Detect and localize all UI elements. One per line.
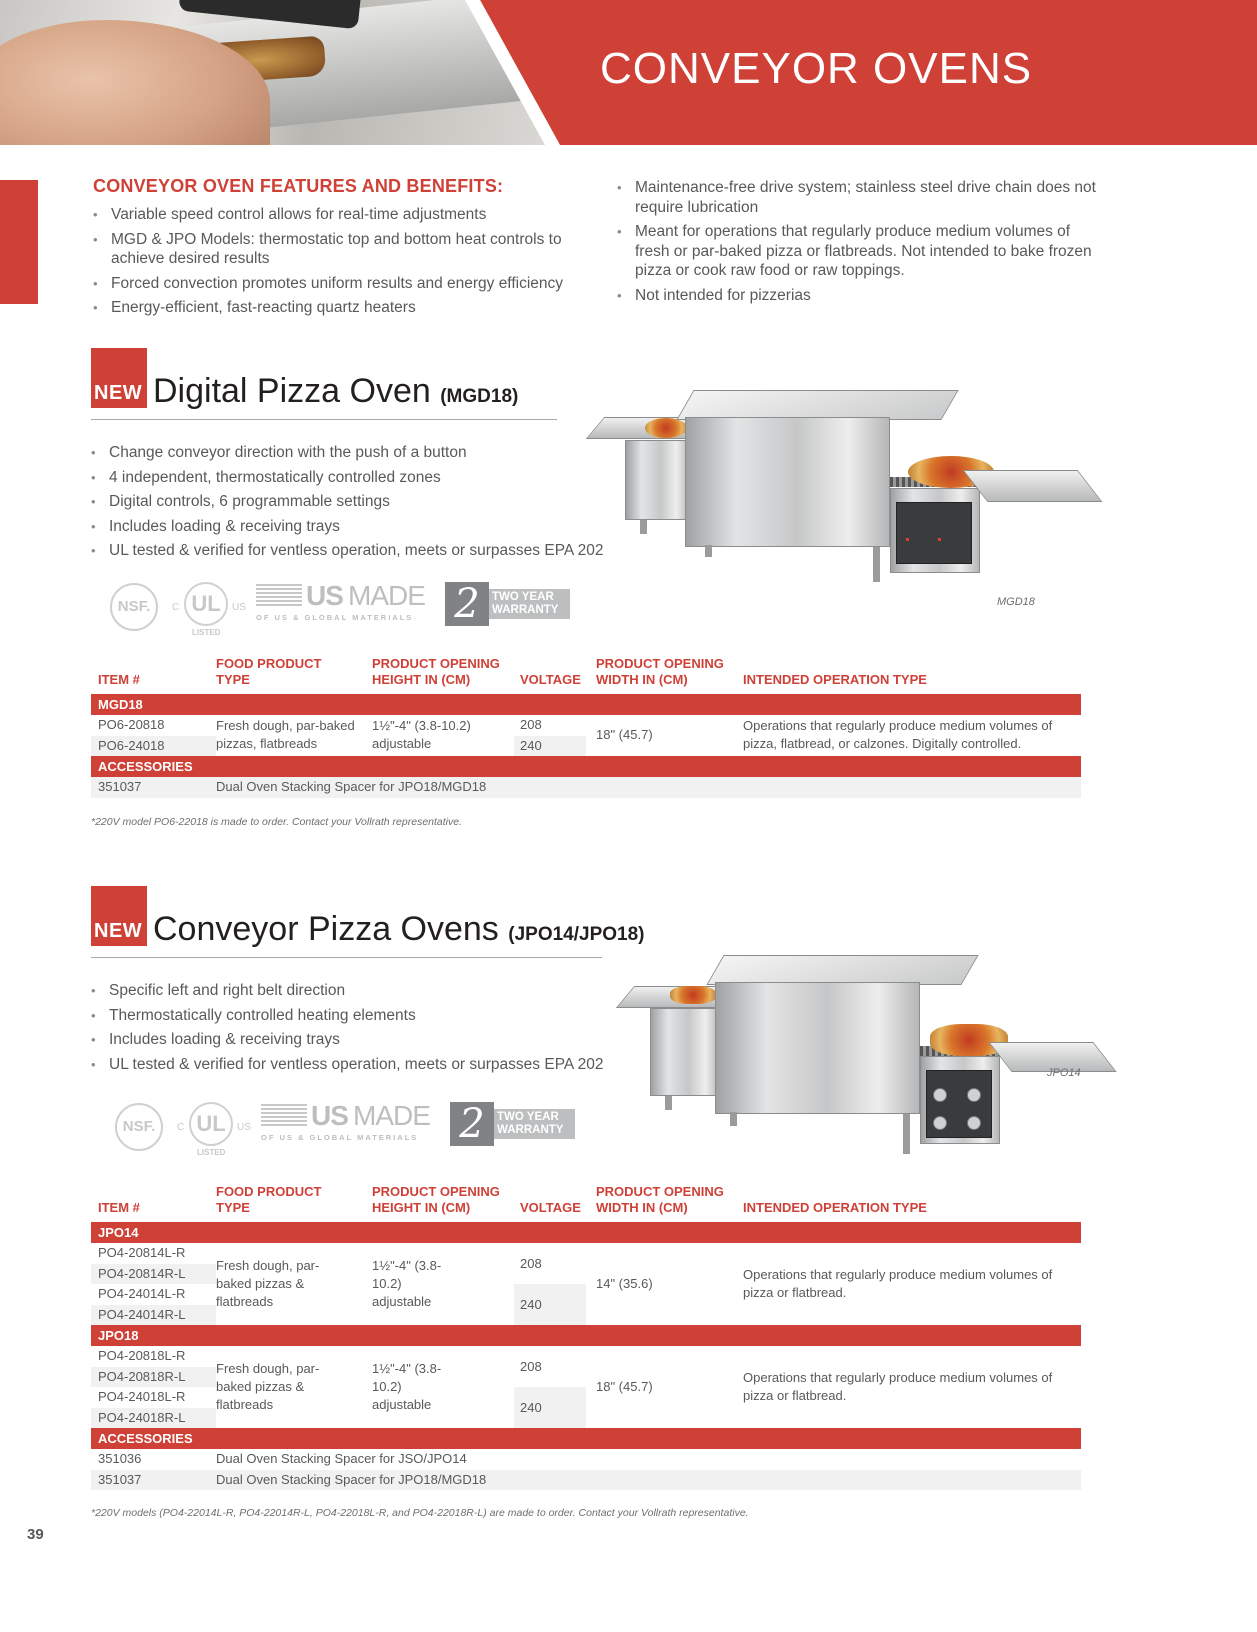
oven-body bbox=[685, 417, 890, 547]
table-row: PO4-24014L-R bbox=[98, 1286, 186, 1301]
height-cell: 1½"-4" (3.8-10.2) adjustable bbox=[372, 1361, 442, 1412]
col-operation: INTENDED OPERATION TYPE bbox=[743, 1200, 927, 1215]
accessory-item: 351037 bbox=[98, 1471, 142, 1487]
new-badge bbox=[91, 348, 147, 408]
feature-item: • Thermostatically controlled heating elements bbox=[91, 1006, 631, 1026]
col-voltage: VOLTAGE bbox=[520, 672, 581, 687]
ul-listed-label: LISTED bbox=[192, 628, 221, 637]
jpo-spec-table bbox=[91, 1180, 1081, 1490]
led-display bbox=[938, 538, 941, 541]
leg bbox=[873, 547, 880, 582]
accessory-item: 351037 bbox=[98, 779, 142, 794]
food-cell: Fresh dough, par-baked pizzas & flatbreads bbox=[216, 1258, 320, 1309]
ul-c-label: C bbox=[177, 1122, 185, 1133]
title-rule bbox=[91, 957, 602, 958]
new-label: NEW bbox=[94, 920, 143, 942]
us-made-made: MADE bbox=[353, 1100, 430, 1131]
operation-cell: Operations that regularly produce medium volumes of pizza or flatbread. bbox=[743, 1267, 1053, 1300]
us-made-logo bbox=[261, 1100, 430, 1144]
feature-item: • UL tested & verified for ventless operation, meets or surpasses EPA 202 bbox=[91, 1055, 631, 1075]
ul-listed-logo bbox=[177, 1098, 251, 1160]
group-header: MGD18 bbox=[91, 694, 1081, 715]
certification-badges bbox=[115, 1098, 585, 1158]
operation-cell: Operations that regularly produce medium volumes of pizza or flatbread. bbox=[743, 1370, 1053, 1403]
warranty-number: 2 bbox=[445, 582, 489, 626]
accessory-row bbox=[91, 777, 1081, 798]
col-operation: INTENDED OPERATION TYPE bbox=[743, 672, 927, 687]
feature-item: • 4 independent, thermostatically controlled zones bbox=[91, 468, 631, 488]
ul-listed-label: LISTED bbox=[197, 1148, 226, 1157]
ul-listed-logo bbox=[172, 578, 246, 640]
col-food: FOOD PRODUCT TYPE bbox=[216, 656, 322, 687]
nsf-logo: NSF. bbox=[110, 583, 158, 631]
width-cell: 14" (35.6) bbox=[596, 1276, 653, 1291]
flag-icon bbox=[256, 584, 302, 606]
table-header bbox=[91, 652, 1081, 694]
warranty-text: TWO YEAR WARRANTY bbox=[494, 1109, 575, 1139]
control-knob bbox=[967, 1088, 981, 1102]
accessory-desc: Dual Oven Stacking Spacer for JPO18/MGD18 bbox=[216, 779, 487, 794]
warranty-logo bbox=[450, 1102, 575, 1146]
table-row: PO4-24018R-L bbox=[91, 1408, 216, 1429]
flag-icon bbox=[261, 1104, 307, 1126]
oven-side-box bbox=[625, 440, 690, 520]
voltage-cell: 240 bbox=[514, 736, 586, 757]
section1-bullets bbox=[91, 443, 631, 566]
col-width: PRODUCT OPENING WIDTH IN (CM) bbox=[596, 1184, 724, 1215]
height-cell: 1½"-4" (3.8-10.2) adjustable bbox=[372, 1258, 442, 1309]
section-model: (MGD18) bbox=[440, 386, 519, 407]
feature-item: • Maintenance-free drive system; stainless steel drive chain does not require lubrication bbox=[617, 178, 1102, 217]
leg bbox=[903, 1114, 910, 1154]
receiving-tray bbox=[962, 470, 1102, 502]
section-model: (JPO14/JPO18) bbox=[508, 924, 645, 945]
leg bbox=[665, 1096, 672, 1110]
side-tab bbox=[0, 180, 38, 304]
ul-us-label: US bbox=[237, 1122, 251, 1133]
mgd18-spec-table bbox=[91, 652, 1081, 798]
leg bbox=[640, 520, 647, 534]
feature-item: • Specific left and right belt direction bbox=[91, 981, 631, 1001]
voltage-cell: 208 bbox=[520, 1359, 542, 1374]
section-title-text: Conveyor Pizza Ovens bbox=[153, 910, 499, 948]
new-label: NEW bbox=[94, 382, 143, 404]
jpo14-oven-image bbox=[615, 920, 1125, 1180]
ul-mark: UL bbox=[189, 1102, 233, 1146]
us-made-logo bbox=[256, 580, 425, 624]
page-title: CONVEYOR OVENS bbox=[600, 44, 1033, 93]
section-title bbox=[153, 372, 518, 411]
accessories-header: ACCESSORIES bbox=[91, 756, 1081, 777]
led-display bbox=[906, 538, 909, 541]
section-title bbox=[153, 910, 645, 949]
accessory-rows bbox=[91, 777, 1081, 798]
table-row: PO4-24018L-R bbox=[98, 1389, 186, 1404]
col-height: PRODUCT OPENING HEIGHT IN (CM) bbox=[372, 1184, 500, 1215]
voltage-cell: 208 bbox=[520, 1256, 542, 1271]
pizza bbox=[645, 418, 687, 438]
operation-cell: Operations that regularly produce medium volumes of pizza, flatbread, or calzones. Digitally controlled. bbox=[743, 718, 1053, 751]
width-cell: 18" (45.7) bbox=[596, 727, 653, 742]
table-row: PO6-24018 bbox=[91, 736, 216, 757]
feature-item: • Change conveyor direction with the push of a button bbox=[91, 443, 631, 463]
us-made-us: US bbox=[311, 1100, 348, 1131]
feature-item: • Forced convection promotes uniform results and energy efficiency bbox=[93, 274, 613, 294]
features-heading: CONVEYOR OVEN FEATURES AND BENEFITS: bbox=[93, 176, 504, 196]
feature-item: • Digital controls, 6 programmable settings bbox=[91, 492, 631, 512]
us-made-subtitle: OF US & GLOBAL MATERIALS bbox=[261, 1133, 419, 1142]
feature-item: • Energy-efficient, fast-reacting quartz heaters bbox=[93, 298, 613, 318]
accessory-row bbox=[91, 1470, 1081, 1491]
table-rows bbox=[91, 1243, 1081, 1325]
mgd18-oven-image bbox=[590, 352, 1100, 612]
accessory-rows bbox=[91, 1449, 1081, 1490]
voltage-cell: 240 bbox=[514, 1284, 586, 1325]
control-knob bbox=[933, 1088, 947, 1102]
feature-item: • UL tested & verified for ventless operation, meets or surpasses EPA 202 bbox=[91, 541, 631, 561]
warranty-number: 2 bbox=[450, 1102, 494, 1146]
table-row: PO6-20818 bbox=[98, 717, 165, 732]
oven-top bbox=[676, 390, 958, 420]
table-row: PO4-20818L-R bbox=[98, 1348, 186, 1363]
certification-badges bbox=[110, 578, 580, 638]
digital-control-panel bbox=[896, 502, 972, 564]
features-right-list bbox=[617, 178, 1102, 310]
oven-body bbox=[715, 982, 920, 1114]
oven-side-box bbox=[650, 1008, 720, 1096]
image-caption: JPO14 bbox=[1047, 1067, 1081, 1079]
features-left-list bbox=[93, 205, 613, 323]
food-cell: Fresh dough, par-baked pizzas & flatbreads bbox=[216, 1361, 320, 1412]
new-badge bbox=[91, 886, 147, 946]
table-row: PO4-20814L-R bbox=[98, 1245, 186, 1260]
height-cell: 1½"-4" (3.8-10.2) adjustable bbox=[372, 718, 471, 751]
image-caption: MGD18 bbox=[997, 596, 1035, 608]
accessory-desc: Dual Oven Stacking Spacer for JPO18/MGD18 bbox=[216, 1471, 487, 1487]
feature-item: • MGD & JPO Models: thermostatic top and bottom heat controls to achieve desired results bbox=[93, 230, 613, 269]
col-item: ITEM # bbox=[98, 672, 140, 687]
accessory-item: 351036 bbox=[98, 1451, 142, 1466]
table-rows bbox=[91, 715, 1081, 756]
warranty-logo bbox=[445, 582, 570, 626]
control-knob bbox=[967, 1116, 981, 1130]
table-row: PO4-20818R-L bbox=[91, 1367, 216, 1388]
width-cell: 18" (45.7) bbox=[596, 1379, 653, 1394]
leg bbox=[730, 1112, 737, 1126]
accessory-row bbox=[91, 1449, 1081, 1470]
oven-top bbox=[706, 955, 978, 985]
col-item: ITEM # bbox=[98, 1200, 140, 1215]
control-knob bbox=[933, 1116, 947, 1130]
us-made-made: MADE bbox=[348, 580, 425, 611]
page-number: 39 bbox=[27, 1526, 44, 1543]
footnote: *220V model PO6-22018 is made to order. Contact your Vollrath representative. bbox=[91, 816, 463, 828]
food-cell: Fresh dough, par-baked pizzas, flatbreads bbox=[216, 718, 355, 751]
us-made-subtitle: OF US & GLOBAL MATERIALS bbox=[256, 613, 414, 622]
table-header bbox=[91, 1180, 1081, 1222]
feature-item: • Includes loading & receiving trays bbox=[91, 517, 631, 537]
ul-mark: UL bbox=[184, 582, 228, 626]
table-rows bbox=[91, 1346, 1081, 1428]
title-rule bbox=[91, 419, 557, 420]
flatbread bbox=[670, 986, 716, 1004]
warranty-text: TWO YEAR WARRANTY bbox=[489, 589, 570, 619]
feature-item: • Variable speed control allows for real-time adjustments bbox=[93, 205, 613, 225]
feature-item: • Not intended for pizzerias bbox=[617, 286, 1102, 306]
ul-c-label: C bbox=[172, 602, 180, 613]
group-header: JPO14 bbox=[91, 1222, 1081, 1243]
group-header: JPO18 bbox=[91, 1325, 1081, 1346]
leg bbox=[705, 545, 712, 557]
feature-item: • Meant for operations that regularly produce medium volumes of fresh or par-baked pizza or flatbreads. Not intended to bake frozen pizza or cook raw food or raw toppings. bbox=[617, 222, 1102, 281]
voltage-cell: 240 bbox=[514, 1387, 586, 1428]
section2-bullets bbox=[91, 981, 631, 1079]
us-made-us: US bbox=[306, 580, 343, 611]
accessory-desc: Dual Oven Stacking Spacer for JSO/JPO14 bbox=[216, 1451, 467, 1466]
voltage-cell: 208 bbox=[520, 717, 542, 732]
section-title-text: Digital Pizza Oven bbox=[153, 372, 431, 410]
col-voltage: VOLTAGE bbox=[520, 1200, 581, 1215]
col-width: PRODUCT OPENING WIDTH IN (CM) bbox=[596, 656, 724, 687]
ul-us-label: US bbox=[232, 602, 246, 613]
col-food: FOOD PRODUCT TYPE bbox=[216, 1184, 322, 1215]
nsf-logo: NSF. bbox=[115, 1103, 163, 1151]
footnote: *220V models (PO4-22014L-R, PO4-22014R-L, PO4-22018L-R, and PO4-22018R-L) are made to order. Contact your Vollrath representative. bbox=[91, 1507, 749, 1519]
col-height: PRODUCT OPENING HEIGHT IN (CM) bbox=[372, 656, 500, 687]
feature-item: • Includes loading & receiving trays bbox=[91, 1030, 631, 1050]
accessories-header: ACCESSORIES bbox=[91, 1428, 1081, 1449]
table-row: PO4-24014R-L bbox=[91, 1305, 216, 1326]
table-row: PO4-20814R-L bbox=[91, 1264, 216, 1285]
